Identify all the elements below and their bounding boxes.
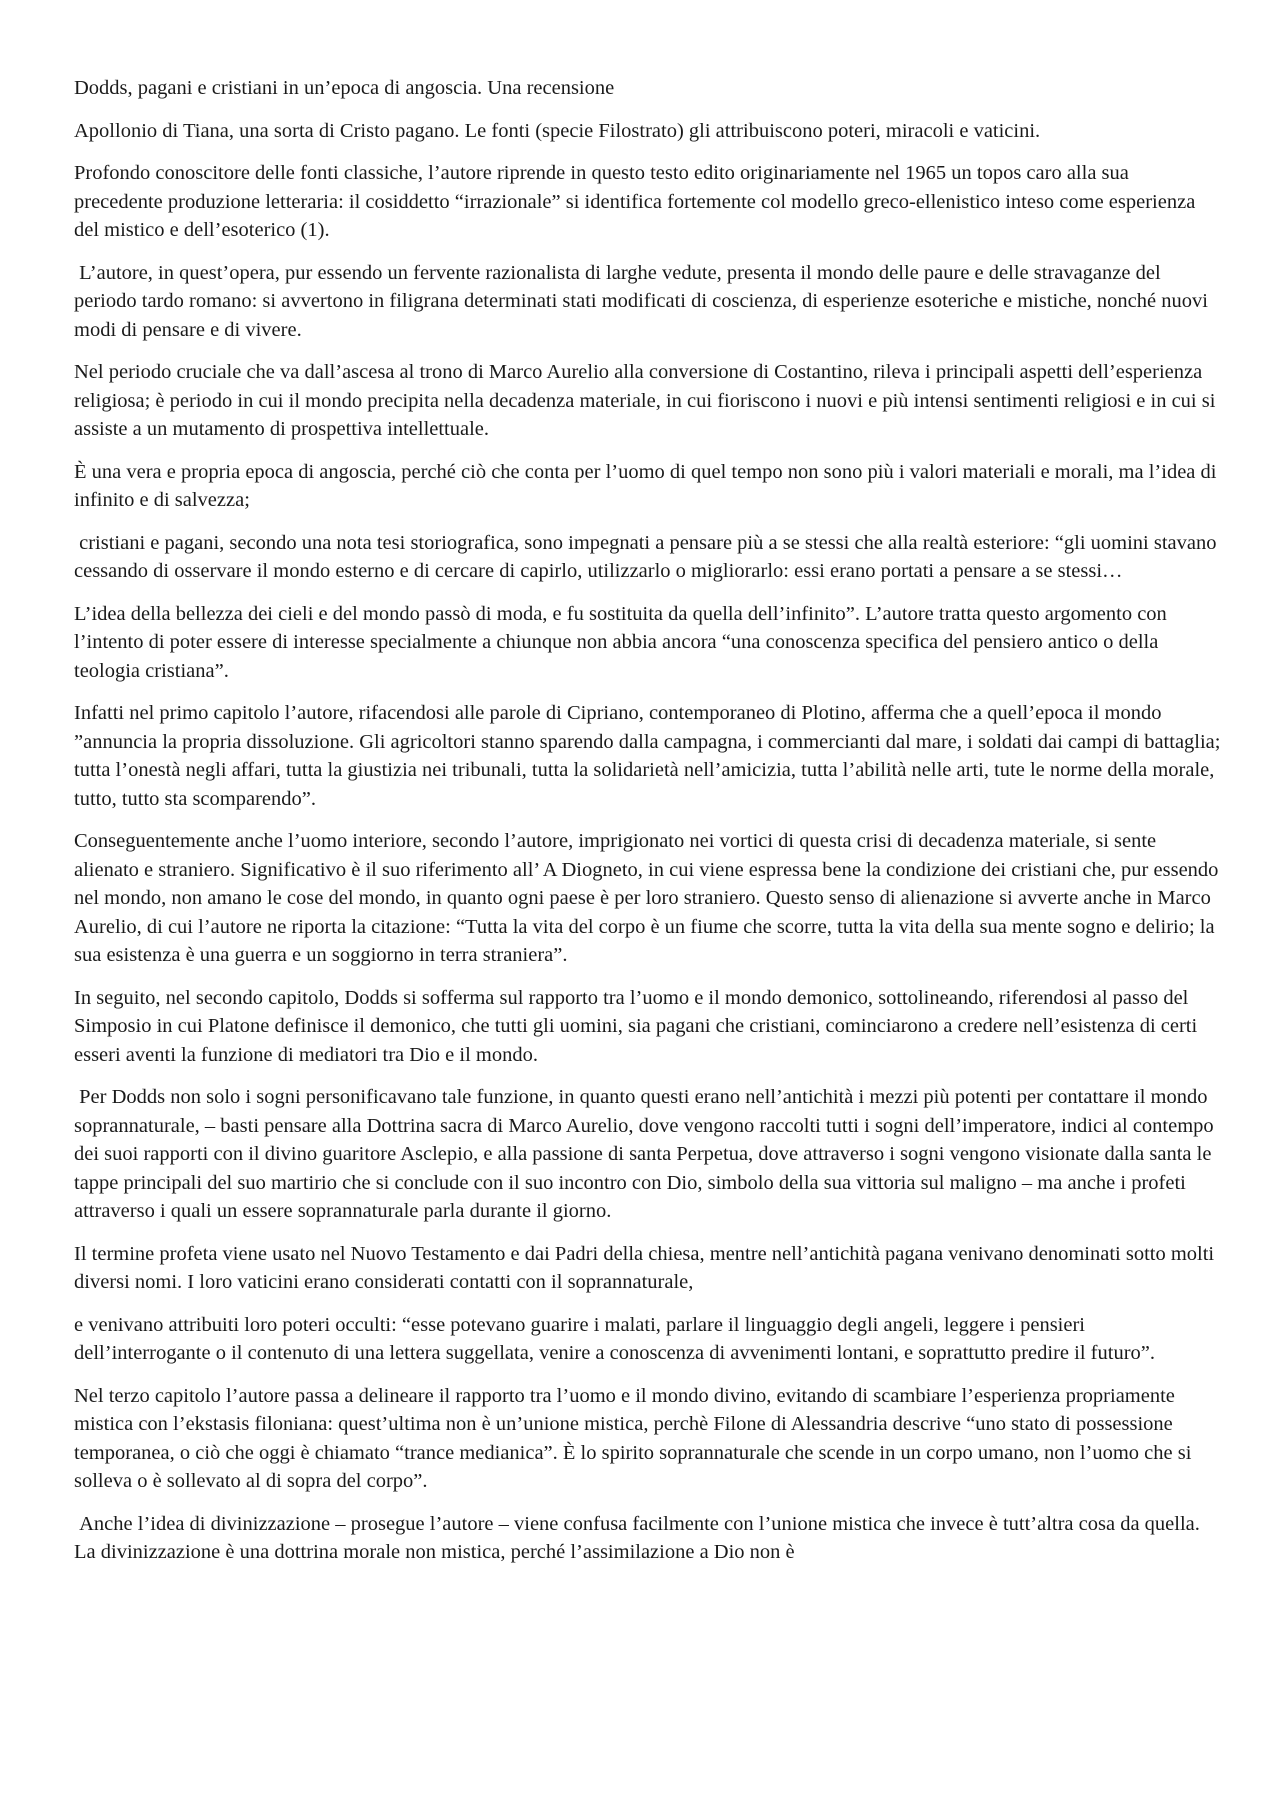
document-title: Dodds, pagani e cristiani in un’epoca di angoscia. Una recensione	[74, 77, 615, 99]
paragraph-8: Infatti nel primo capitolo l’autore, rifacendosi alle parole di Cipriano, contemporaneo di Plotino, afferma che a quell’epoca il mondo ”annuncia la propria dissoluzione. Gli agricoltori stanno sparendo dalla campagna, i commercianti dal mare, i soldati dai campi di battaglia; tutta l’onestà negli affari, tutta la giustizia nei tribunali, tutta la solidarietà nell’amicizia, tutta l’abilità nelle arti, tute le norme della morale, tutto, tutto sta scomparendo”.	[74, 702, 1226, 810]
paragraph-14: Nel terzo capitolo l’autore passa a delineare il rapporto tra l’uomo e il mondo divino, evitando di scambiare l’esperienza propriamente mistica con l’ekstasis filoniana: quest’ultima non è un’unione mistica, perchè Filone di Alessandria descrive “uno stato di possessione temporanea, o ciò che oggi è chiamato “trance medianica”. È lo spirito soprannaturale che scende in un corpo umano, non l’uomo che si solleva o è sollevato al di sopra del corpo”.	[74, 1384, 1197, 1492]
paragraph-10: In seguito, nel secondo capitolo, Dodds si sofferma sul rapporto tra l’uomo e il mondo demonico, sottolineando, riferendosi al passo del Simposio in cui Platone definisce il demonico, che tutti gli uomini, sia pagani che cristiani, cominciarono a credere nell’esistenza di certi esseri aventi la funzione di mediatori tra Dio e il mondo.	[74, 986, 1203, 1066]
paragraph-12: Il termine profeta viene usato nel Nuovo Testamento e dai Padri della chiesa, mentre nell’antichità pagana venivano denominati sotto molti diversi nomi. I loro vaticini erano considerati contatti con il soprannaturale,	[74, 1242, 1220, 1293]
paragraph-15: Anche l’idea di divinizzazione – prosegue l’autore – viene confusa facilmente con l’unione mistica che invece è tutt’altra cosa da quella. La divinizzazione è una dottrina morale non mistica, perché l’assimilazione a Dio non è	[74, 1512, 1206, 1563]
paragraph-13: e venivano attribuiti loro poteri occulti: “esse potevano guarire i malati, parlare il linguaggio degli angeli, leggere i pensieri dell’interrogante o il contenuto di una lettera suggellata, venire a conoscenza di avvenimenti lontani, e soprattutto predire il futuro”.	[74, 1313, 1155, 1364]
paragraph-2: Profondo conoscitore delle fonti classiche, l’autore riprende in questo testo edito originariamente nel 1965 un topos caro alla sua precedente produzione letteraria: il cosiddetto “irrazionale” si identifica fortemente col modello greco-ellenistico inteso come esperienza del mistico e dell’esoterico (1).	[74, 162, 1201, 241]
paragraph-1: Apollonio di Tiana, una sorta di Cristo pagano. Le fonti (specie Filostrato) gli attribuiscono poteri, miracoli e vaticini.	[74, 119, 1041, 142]
paragraph-5: È una vera e propria epoca di angoscia, perché ciò che conta per l’uomo di quel tempo non sono più i valori materiali e morali, ma l’idea di infinito e di salvezza;	[74, 460, 1222, 511]
paragraph-4: Nel periodo cruciale che va dall’ascesa al trono di Marco Aurelio alla conversione di Costantino, rileva i principali aspetti dell’esperienza religiosa; è periodo in cui il mondo precipita nella decadenza materiale, in cui fioriscono i nuovi e più intensi sentimenti religiosi e in cui si assiste a un mutamento di prospettiva intellettuale.	[74, 361, 1221, 440]
paragraph-7: L’idea della bellezza dei cieli e del mondo passò di moda, e fu sostituita da quella dell’infinito”. L’autore tratta questo argomento con l’intento di poter essere di interesse specialmente a chiunque non abbia ancora “una conoscenza specifica del pensiero antico o della teologia cristiana”.	[74, 602, 1172, 682]
paragraph-9: Conseguentemente anche l’uomo interiore, secondo l’autore, imprigionato nei vortici di questa crisi di decadenza materiale, si sente alienato e straniero. Significativo è il suo riferimento all’ A Diogneto, in cui viene espressa bene la condizione dei cristiani che, pur essendo nel mondo, non amano le cose del mondo, in quanto ogni paese è per loro straniero. Questo senso di alienazione si avverte anche in Marco Aurelio, di cui l’autore ne riporta la citazione: “Tutta la vita del corpo è un fiume che scorre, tutta la vita della sua mente sogno e delirio; la sua esistenza è una guerra e un soggiorno in terra straniera”.	[74, 830, 1224, 966]
paragraph-3: L’autore, in quest’opera, pur essendo un fervente razionalista di larghe vedute, presenta il mondo delle paure e delle stravaganze del periodo tardo romano: si avvertono in filigrana determinati stati modificati di coscienza, di esperienze esoteriche e mistiche, nonché nuovi modi di pensare e di vivere.	[74, 261, 1214, 341]
paragraph-6: cristiani e pagani, secondo una nota tesi storiografica, sono impegnati a pensare più a se stessi che alla realtà esteriore: “gli uomini stavano cessando di osservare il mondo esterno e di cercare di capirlo, utilizzarlo o migliorarlo: essi erano portati a pensare a se stessi…	[74, 531, 1222, 582]
paragraph-11: Per Dodds non solo i sogni personificavano tale funzione, in quanto questi erano nell’antichità i mezzi più potenti per contattare il mondo soprannaturale, – basti pensare alla Dottrina sacra di Marco Aurelio, dove vengono raccolti tutti i sogni dell’imperatore, indici al contempo dei suoi rapporti con il divino guaritore Asclepio, e alla passione di santa Perpetua, dove attraverso i sogni vengono visionate dalla santa le tappe principali del suo martirio che si conclude con il suo incontro con Dio, simbolo della sua vittoria sul maligno – ma anche i profeti attraverso i quali un essere soprannaturale parla durante il giorno.	[74, 1086, 1219, 1222]
